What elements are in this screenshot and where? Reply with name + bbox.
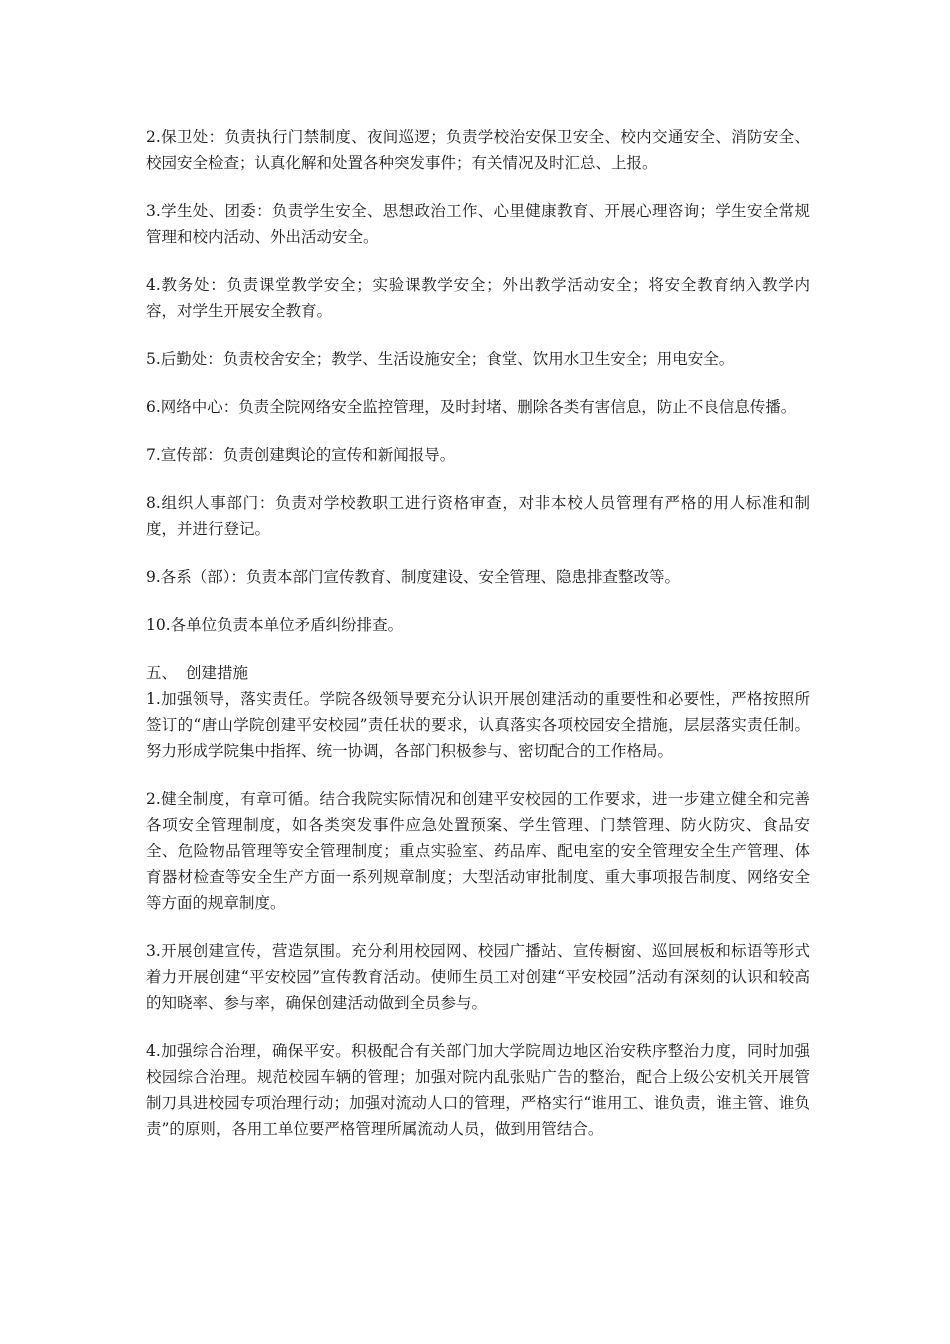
section-number: 五、 bbox=[146, 664, 178, 682]
paragraph-leadership: 1.加强领导，落实责任。学院各级领导要充分认识开展创建活动的重要性和必要性，严格按照所签订的“唐山学院创建平安校园”责任状的要求，认真落实各项校园安全措施，层层落实责任制。努力形成学院集中指挥、统一协调，各部门积极参与、密切配合的工作格局。 bbox=[146, 690, 810, 760]
paragraph-personnel: 8.组织人事部门：负责对学校教职工进行资格审查，对非本校人员管理有严格的用人标准和制度，并进行登记。 bbox=[146, 494, 810, 538]
paragraph-network-center: 6.网络中心：负责全院网络安全监控管理，及时封堵、删除各类有害信息，防止不良信息传播。 bbox=[146, 398, 797, 416]
paragraph-security-office: 2.保卫处：负责执行门禁制度、夜间巡逻；负责学校治安保卫安全、校内交通安全、消防安全、校园安全检查；认真化解和处置各种突发事件；有关情况及时汇总、上报。 bbox=[146, 128, 810, 172]
paragraph-units: 10.各单位负责本单位矛盾纠纷排查。 bbox=[146, 616, 404, 634]
section-heading bbox=[146, 660, 810, 686]
paragraph-academic-affairs: 4.教务处：负责课堂教学安全；实验课教学安全；外出教学活动安全；将安全教育纳入教学内容，对学生开展安全教育。 bbox=[146, 276, 810, 320]
paragraph-comprehensive-governance: 4.加强综合治理，确保平安。积极配合有关部门加大学院周边地区治安秩序整治力度，同时加强校园综合治理。规范校园车辆的管理；加强对院内乱张贴广告的整治，配合上级公安机关开展管制刀具进校园专项治理行动；加强对流动人口的管理，严格实行“谁用工、谁负责，谁主管、谁负责”的原则，各用工单位要严格管理所属流动人员，做到用管结合。 bbox=[146, 1042, 810, 1138]
section-title: 创建措施 bbox=[186, 664, 249, 682]
paragraph-publicity: 7.宣传部：负责创建舆论的宣传和新闻报导。 bbox=[146, 446, 456, 464]
paragraph-logistics: 5.后勤处：负责校舍安全；教学、生活设施安全；食堂、饮用水卫生安全；用电安全。 bbox=[146, 350, 735, 368]
paragraph-student-affairs: 3.学生处、团委：负责学生安全、思想政治工作、心里健康教育、开展心理咨询；学生安全常规管理和校内活动、外出活动安全。 bbox=[146, 202, 810, 246]
paragraph-regulations: 2.健全制度，有章可循。结合我院实际情况和创建平安校园的工作要求，进一步建立健全和完善各项安全管理制度，如各类突发事件应急处置预案、学生管理、门禁管理、防火防灾、食品安全、危险物品管理等安全管理制度；重点实验室、药品库、配电室的安全管理安全生产管理、体育器材检查等安全生产方面一系列规章制度；大型活动审批制度、重大事项报告制度、网络安全等方面的规章制度。 bbox=[146, 790, 810, 912]
paragraph-publicity-campaign: 3.开展创建宣传，营造氛围。充分利用校园网、校园广播站、宣传橱窗、巡回展板和标语等形式着力开展创建“平安校园”宣传教育活动。使师生员工对创建“平安校园”活动有深刻的认识和较高的知晓率、参与率，确保创建活动做到全员参与。 bbox=[146, 942, 810, 1012]
document-page bbox=[146, 124, 810, 1164]
paragraph-departments: 9.各系（部）：负责本部门宣传教育、制度建设、安全管理、隐患排查整改等。 bbox=[146, 568, 681, 586]
